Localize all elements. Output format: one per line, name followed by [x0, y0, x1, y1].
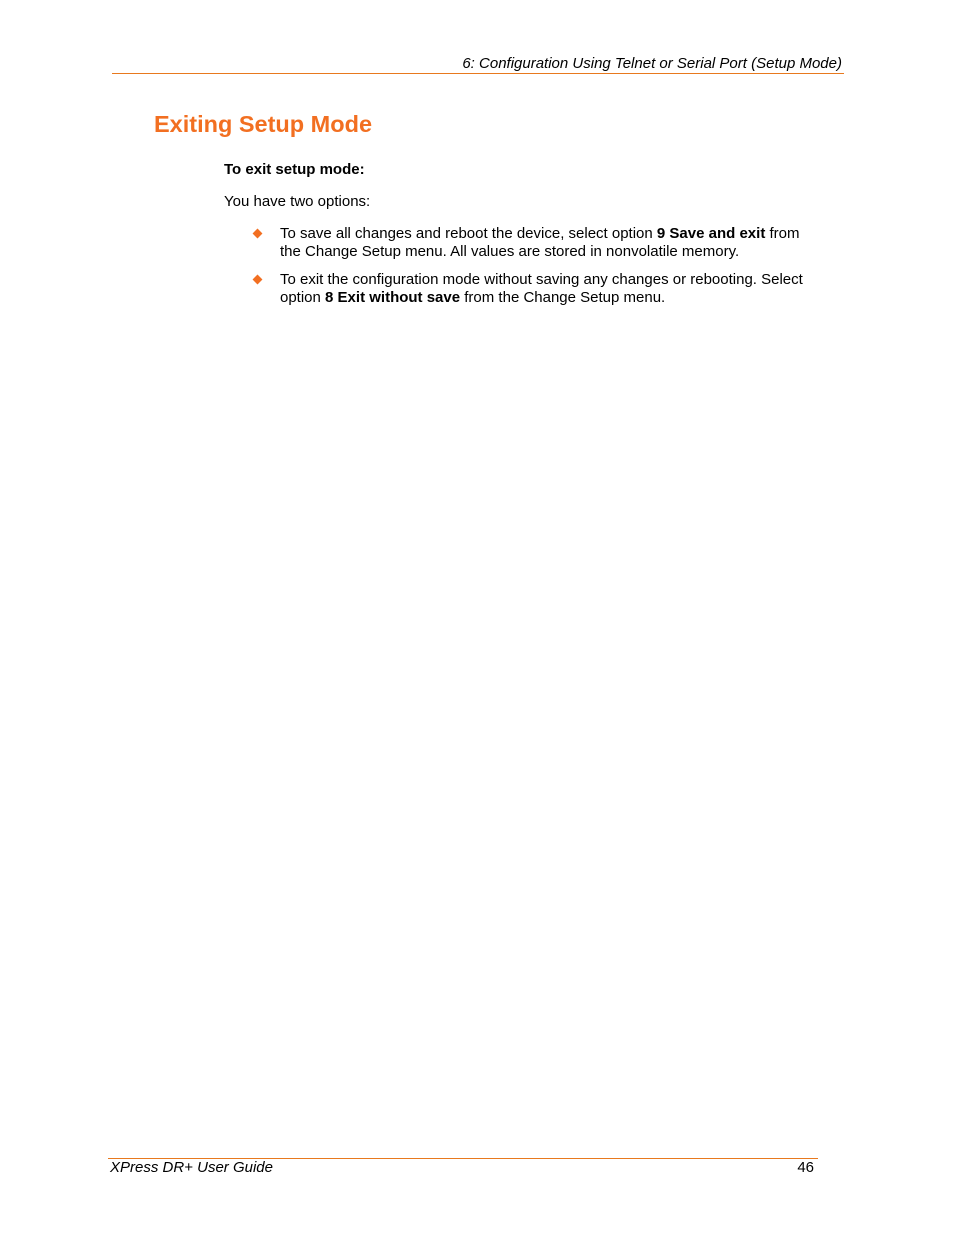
procedure-heading: To exit setup mode:: [224, 161, 365, 178]
list-item-text: from: [765, 225, 800, 242]
page-number: 46: [797, 1159, 814, 1176]
diamond-icon: [253, 275, 263, 285]
header-rule: [112, 73, 844, 74]
options-list: [252, 225, 842, 317]
section-title: Exiting Setup Mode: [154, 111, 373, 137]
list-item-line: [280, 225, 842, 243]
list-item-text: from the Change Setup menu.: [460, 289, 666, 306]
list-item-text: To save all changes and reboot the device, select option: [280, 225, 657, 242]
intro-text: You have two options:: [224, 193, 371, 210]
diamond-icon: [253, 229, 263, 239]
list-item: [252, 225, 842, 261]
list-item-line: [280, 289, 842, 307]
footer-guide-title: XPress DR+ User Guide: [110, 1159, 273, 1176]
list-item: [252, 271, 842, 307]
running-header: 6: Configuration Using Telnet or Serial Port (Setup Mode): [462, 55, 842, 72]
menu-option-exit-without-save: 8 Exit without save: [325, 289, 461, 306]
list-item-line: To exit the configuration mode without saving any changes or rebooting. Select: [280, 271, 803, 288]
list-item-line: the Change Setup menu. All values are stored in nonvolatile memory.: [280, 243, 740, 260]
list-item-text: option: [280, 289, 326, 306]
menu-option-save-and-exit: 9 Save and exit: [656, 225, 766, 242]
